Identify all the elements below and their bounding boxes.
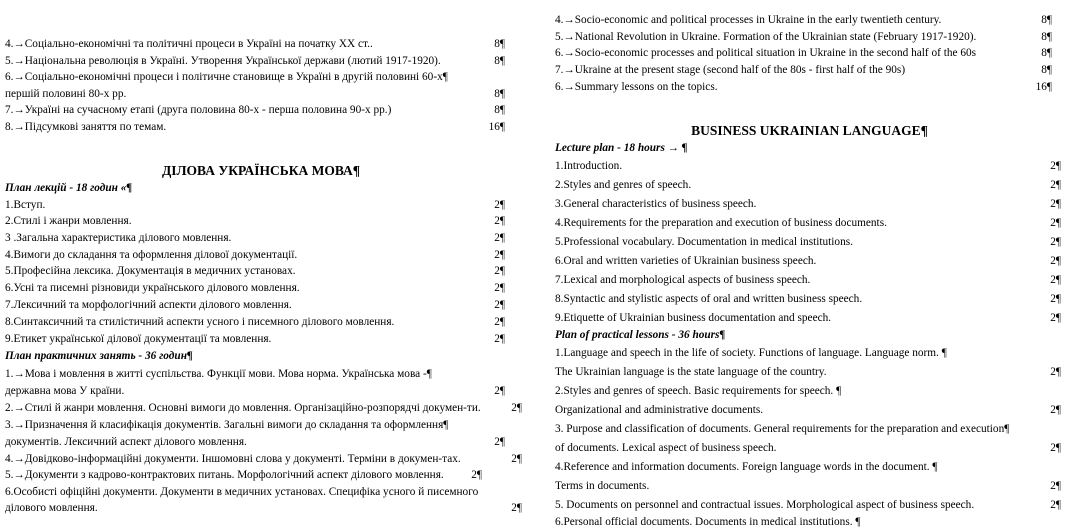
line-text: 1.Introduction. (555, 160, 623, 172)
line (0, 53, 522, 70)
line-text: 9.Етикет української ділової документації та мовлення. (5, 333, 272, 345)
page-number: 2¶ (494, 436, 505, 448)
subheading (550, 327, 1069, 344)
line (550, 459, 1069, 476)
page-number: 2¶ (1050, 480, 1061, 492)
subheading (550, 140, 1069, 157)
line (0, 467, 522, 484)
line-text: 5.Professional vocabulary. Documentation in medical institutions. (555, 236, 853, 248)
line-text: 8.→Підсумкові заняття по темам. (5, 121, 167, 133)
line-text: 1.Language and speech in the life of society. Functions of language. Language norm. ¶ (555, 347, 947, 359)
line-text: 2.Styles and genres of speech. Basic requirements for speech. ¶ (555, 385, 842, 397)
line (550, 310, 1069, 327)
line-text: 2.→Стилі й жанри мовлення. Основні вимоги до мовлення. Організаційно-розпорядчі докумен-ти. (5, 402, 481, 414)
line (0, 263, 522, 280)
line (0, 451, 522, 468)
page-number: 8¶ (494, 38, 505, 50)
page-number: 8¶ (1041, 14, 1052, 26)
line-text: 7.→Ukraine at the present stage (second half of the 80s - first half of the 90s) (555, 64, 906, 76)
page-number: 2¶ (494, 282, 505, 294)
line (0, 119, 522, 136)
line-text: документів. Лексичний аспект ділового мовлення. (5, 436, 247, 448)
line (550, 383, 1069, 400)
line (550, 196, 1069, 213)
line (550, 272, 1069, 289)
line-text: 3 .Загальна характеристика ділового мовлення. (5, 232, 232, 244)
line-text: 5.→Документи з кадрово-контрактових питань. Морфологічний аспект ділового мовлення. (5, 469, 444, 481)
page-number: 2¶ (494, 299, 505, 311)
line-text: 6.→Socio-economic processes and political situation in Ukraine in the second half of the 60s (555, 47, 977, 59)
line (0, 434, 522, 451)
page-number: 8¶ (1041, 64, 1052, 76)
line-text: Plan of practical lessons - 36 hours¶ (555, 329, 726, 341)
line-text: 3. Purpose and classification of documents. General requirements for the preparation and execution¶ (555, 423, 1010, 435)
section-heading-en: BUSINESS UKRAINIAN LANGUAGE¶ (691, 123, 928, 138)
line-text: 8.Syntactic and stylistic aspects of oral and written business speech. (555, 293, 863, 305)
line (550, 45, 1069, 62)
line (550, 158, 1069, 175)
line-text: першій половині 80-х рр. (5, 88, 127, 100)
line-text: 8.Синтаксичний та стилістичний аспекти усного і писемного ділового мовлення. (5, 316, 395, 328)
page-number: 2¶ (511, 502, 522, 514)
line-text: 6.→Соціально-економічні процеси і політичне становище в Україні в другій половині 60-х¶ (5, 71, 448, 83)
line-text: 9.Etiquette of Ukrainian business documentation and speech. (555, 312, 832, 324)
line (550, 497, 1069, 514)
line-text: 5.Професійна лексика. Документація в медичних установах. (5, 265, 296, 277)
line-text: План практичних занять - 36 годин¶ (5, 350, 193, 362)
line (550, 62, 1069, 79)
page-number: 2¶ (494, 265, 505, 277)
line (550, 234, 1069, 251)
line (550, 364, 1069, 381)
line (0, 314, 522, 331)
page-number: 2¶ (1050, 179, 1061, 191)
line-text: Terms in documents. (555, 480, 650, 492)
page-number: 2¶ (494, 215, 505, 227)
page-number: 2¶ (471, 469, 482, 481)
line (550, 12, 1069, 29)
line (0, 86, 522, 103)
page-number: 2¶ (1050, 236, 1061, 248)
page-number: 2¶ (494, 333, 505, 345)
line (0, 230, 522, 247)
line (0, 213, 522, 230)
line (0, 297, 522, 314)
page-number: 2¶ (1050, 217, 1061, 229)
line-text: 6.Особисті офіційні документи. Документи в медичних установах. Специфіка усного й писемного (5, 486, 479, 498)
line (0, 280, 522, 297)
page-number: 8¶ (1041, 31, 1052, 43)
line-text: 2.Стилі і жанри мовлення. (5, 215, 132, 227)
line-text: 4.Requirements for the preparation and execution of business documents. (555, 217, 887, 229)
line-text: Organizational and administrative documents. (555, 404, 764, 416)
line-text: 5.→Національна революція в Україні. Утворення Української держави (лютий 1917-1920). (5, 55, 441, 67)
line-text: План лекцій - 18 годин «¶ (5, 182, 133, 194)
line (550, 177, 1069, 194)
line (550, 402, 1069, 419)
line (550, 514, 1069, 531)
line (0, 417, 522, 434)
page-number: 2¶ (511, 453, 522, 465)
page-number: 8¶ (494, 88, 505, 100)
line-text: 7.Лексичний та морфологічний аспекти ділового мовлення. (5, 299, 292, 311)
line-text: 3.→Призначення й класифікація документів. Загальні вимоги до складання та оформлення¶ (5, 419, 449, 431)
line-text: державна мова У країни. (5, 385, 125, 397)
line (550, 421, 1069, 438)
line-text: 4.→Довідково-інформаційні документи. Іншомовні слова у документі. Терміни в докумен-тах. (5, 453, 461, 465)
line-text: 4.→Соціально-економічні та політичні процеси в Україні на початку XX ст.. (5, 38, 373, 50)
line-text: 7.Lexical and morphological aspects of business speech. (555, 274, 811, 286)
page-number: 8¶ (494, 55, 505, 67)
line-text: 4.Вимоги до складання та оформлення ділової документації. (5, 249, 298, 261)
line-text: 5.→National Revolution in Ukraine. Formation of the Ukrainian state (February 1917-1920). (555, 31, 977, 43)
line-text: 1.Вступ. (5, 199, 46, 211)
page-number: 16¶ (488, 121, 505, 133)
line (550, 478, 1069, 495)
line (550, 345, 1069, 362)
page-number: 2¶ (1050, 255, 1061, 267)
page-number: 8¶ (1041, 47, 1052, 59)
section-heading-uk: ДІЛОВА УКРАЇНСЬКА МОВА¶ (161, 163, 361, 178)
line-text: The Ukrainian language is the state language of the country. (555, 366, 827, 378)
line-text: 4.Reference and information documents. Foreign language words in the document. ¶ (555, 461, 938, 473)
page-number: 8¶ (494, 104, 505, 116)
line (550, 215, 1069, 232)
line-text: 7.→Україні на сучасному етапі (друга половина 80-х - перша половина 90-х рр.) (5, 104, 392, 116)
page-number: 2¶ (494, 232, 505, 244)
line (0, 197, 522, 214)
line (0, 331, 522, 348)
page-number: 2¶ (1050, 442, 1061, 454)
line (0, 247, 522, 264)
line-text: Lecture plan - 18 hours → ¶ (555, 142, 688, 154)
line (0, 400, 522, 417)
page-number: 2¶ (494, 385, 505, 397)
page-number: 2¶ (1050, 293, 1061, 305)
line (0, 500, 522, 517)
line-text: 3.General characteristics of business speech. (555, 198, 757, 210)
line-text: 1.→Мова і мовлення в житті суспільства. Функції мови. Мова норма. Українська мова -¶ (5, 368, 432, 380)
page-number: 2¶ (1050, 366, 1061, 378)
line-text: 6.Personal official documents. Documents in medical institutions. ¶ (555, 516, 861, 528)
line-text: 2.Styles and genres of speech. (555, 179, 692, 191)
page-number: 2¶ (1050, 499, 1061, 511)
line (550, 29, 1069, 46)
page-number: 2¶ (511, 402, 522, 414)
page-number: 2¶ (1050, 198, 1061, 210)
line (550, 291, 1069, 308)
line (0, 36, 522, 53)
line-text: 6.→Summary lessons on the topics. (555, 81, 718, 93)
page-number: 2¶ (1050, 404, 1061, 416)
line (0, 383, 522, 400)
line-text: of documents. Lexical aspect of business speech. (555, 442, 777, 454)
line-text: 5. Documents on personnel and contractual issues. Morphological aspect of business speech. (555, 499, 975, 511)
line (550, 79, 1069, 96)
line (550, 253, 1069, 270)
line (0, 102, 522, 119)
line (0, 484, 522, 501)
page-number: 2¶ (1050, 160, 1061, 172)
line (0, 366, 522, 383)
line (0, 69, 522, 86)
page-number: 2¶ (494, 249, 505, 261)
line-text: 6.Oral and written varieties of Ukrainian business speech. (555, 255, 817, 267)
line-text: 6.Усні та писемні різновиди українського ділового мовлення. (5, 282, 300, 294)
page-number: 2¶ (1050, 312, 1061, 324)
line-text: ділового мовлення. (5, 502, 98, 514)
page-number: 2¶ (494, 199, 505, 211)
subheading (0, 180, 522, 197)
line (550, 440, 1069, 457)
page-number: 2¶ (1050, 274, 1061, 286)
page-number: 2¶ (494, 316, 505, 328)
line-text: 4.→Socio-economic and political processes in Ukraine in the early twentieth century. (555, 14, 942, 26)
subheading (0, 348, 522, 365)
page-number: 16¶ (1035, 81, 1052, 93)
